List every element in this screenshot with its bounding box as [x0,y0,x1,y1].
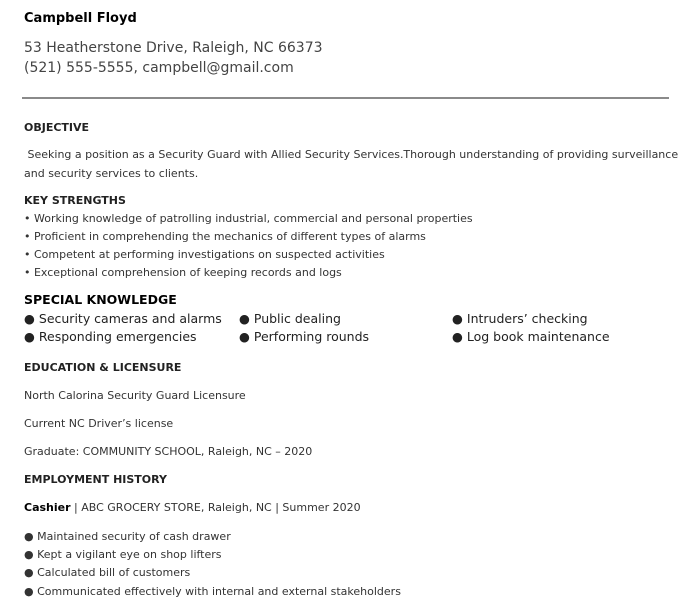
duty-item: ● Calculated bill of customers [24,566,191,579]
header-divider [22,97,669,99]
key-strengths-heading: KEY STRENGTHS [24,194,126,207]
address: 53 Heatherstone Drive, Raleigh, NC 66373 [24,40,323,56]
employment-heading: EMPLOYMENT HISTORY [24,473,167,486]
strength-item: • Exceptional comprehension of keeping records and logs [24,266,342,279]
duty-item: ● Kept a vigilant eye on shop lifters [24,548,222,561]
contact-info: (521) 555-5555, campbell@gmail.com [24,60,294,76]
objective-text-line: and security services to clients. [24,167,199,180]
applicant-name: Campbell Floyd [24,11,137,26]
objective-text-line: Seeking a position as a Security Guard with Allied Security Services.Thorough understanding of providing surveillance [24,148,679,161]
job-line [24,501,361,514]
education-item: Current NC Driver’s license [24,417,174,430]
knowledge-item: ● Performing rounds [239,329,370,344]
education-item: North Calorina Security Guard Licensure [24,389,246,402]
knowledge-item: ● Responding emergencies [24,329,197,344]
objective-heading: OBJECTIVE [24,121,90,134]
knowledge-item: ● Public dealing [239,311,341,326]
strength-item: • Competent at performing investigations on suspected activities [24,248,385,261]
education-heading: EDUCATION & LICENSURE [24,361,182,374]
knowledge-item: ● Security cameras and alarms [24,311,222,326]
knowledge-item: ● Intruders’ checking [452,311,588,326]
education-item: Graduate: COMMUNITY SCHOOL, Raleigh, NC – 2020 [24,445,313,458]
special-knowledge-heading: SPECIAL KNOWLEDGE [24,292,177,307]
strength-item: • Working knowledge of patrolling industrial, commercial and personal properties [24,212,473,225]
duty-item: ● Maintained security of cash drawer [24,530,231,543]
job-title: Cashier [24,501,71,514]
knowledge-item: ● Log book maintenance [452,329,610,344]
job-details: | ABC GROCERY STORE, Raleigh, NC | Summer 2020 [70,501,361,514]
strength-item: • Proficient in comprehending the mechanics of different types of alarms [24,230,426,243]
duty-item: ● Communicated effectively with internal and external stakeholders [24,585,401,598]
